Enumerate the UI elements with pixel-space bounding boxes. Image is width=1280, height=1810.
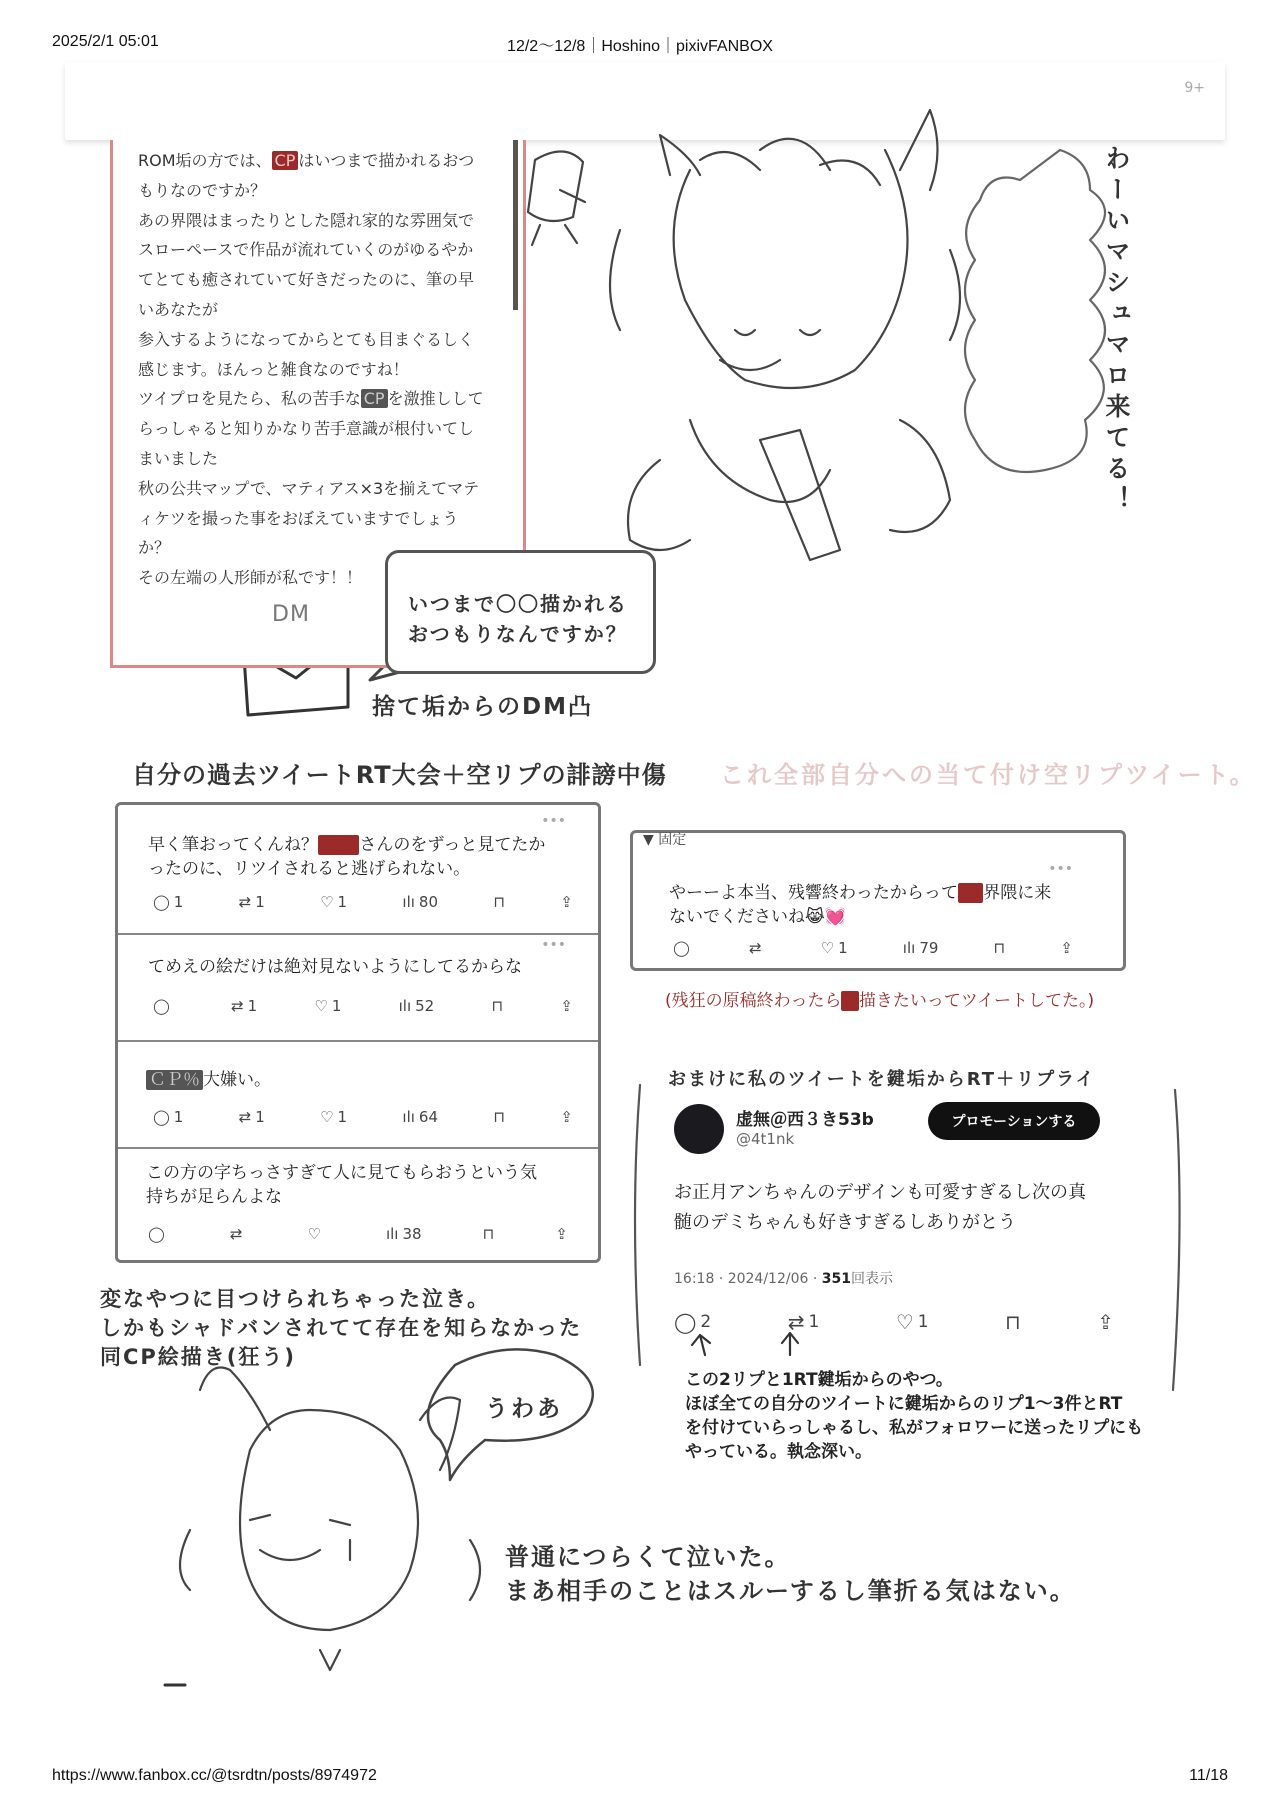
views-button[interactable]: ılı 64 [402, 1108, 439, 1126]
reply-icon: ◯ [674, 1310, 697, 1334]
bookmark-button[interactable] [483, 1225, 495, 1243]
tweet-2-actions [153, 997, 573, 1015]
marshmallow-doodle [528, 151, 585, 245]
bookmark-icon: ⊓ [493, 1108, 506, 1126]
dm-line [138, 295, 498, 325]
retweet-button[interactable]: ⇄ 1 [231, 997, 258, 1015]
bonus-title: おまけに私のツイートを鍵垢からRT＋リプライ [668, 1069, 1096, 1090]
bonus-tweet[interactable] [650, 1090, 1170, 1360]
left-tweets-box [115, 802, 601, 1263]
bubble-uwaa-text: うわあ [485, 1396, 563, 1422]
bookmark-icon: ⊓ [1005, 1310, 1021, 1334]
views-button[interactable]: ılı 52 [398, 997, 435, 1015]
dm-text-segment: ィケツを撮った事をおぼえていますでしょう [138, 508, 459, 528]
redacted-tag: CP [361, 389, 388, 408]
tweet-3[interactable] [118, 1040, 598, 1149]
reply-icon: ◯ [148, 1225, 165, 1243]
share-button[interactable] [555, 1225, 568, 1243]
tweet-2[interactable] [118, 933, 598, 1042]
reply-button[interactable] [673, 939, 694, 957]
dm-text-segment: を激推しして [387, 389, 484, 409]
bar-chart-icon: ılı [402, 893, 415, 911]
speech-bubble-line1: いつまで〇〇描かれる [408, 592, 628, 616]
dm-text-segment: ツイプロを見たら、私の苦手な [138, 389, 361, 409]
dm-text-segment: か？ [138, 538, 171, 558]
dm-text-segment: ROM垢の方では、 [138, 151, 272, 170]
bookmark-icon: ⊓ [993, 939, 1006, 957]
dm-line [138, 444, 498, 474]
like-button[interactable] [307, 1225, 324, 1243]
dm-text-segment: はいつまで描かれるおつ [298, 151, 475, 170]
dm-line [138, 325, 498, 355]
bar-chart-icon: ılı [902, 939, 916, 957]
pinned-tweet-text: やーーよ本当、残響終わったからって 界隈に来 ないでくださいね😹💓 [669, 883, 1052, 927]
pinned-note: (残狂の原稿終わったら 描きたいってツイートしてた。) [665, 991, 1095, 1011]
pinned-tweet-actions [673, 939, 1073, 957]
promote-button[interactable]: プロモーションする [928, 1102, 1100, 1140]
share-icon: ⇪ [560, 893, 573, 911]
dm-text-segment: てとても癒されていて好きだったのに、筆の早 [138, 270, 475, 290]
bonus-display-name[interactable]: 虚無＠西３き53b [736, 1110, 874, 1130]
reply-button[interactable] [148, 1225, 169, 1243]
heart-icon: ♡ [307, 1225, 321, 1243]
retweet-icon: ⇄ [231, 997, 244, 1015]
heart-icon: ♡ [820, 939, 835, 957]
cat-character-bottom [180, 1368, 480, 1671]
speech-bubble-dm [385, 550, 656, 674]
bonus-handle[interactable]: @4t1nk [736, 1130, 795, 1148]
reply-button[interactable]: ◯ 2 [674, 1310, 712, 1334]
dm-text-segment: 感じます。ほんっと雑食なのですね！ [138, 359, 409, 379]
bookmark-button[interactable] [491, 997, 503, 1015]
pinned-tweet[interactable] [630, 830, 1126, 971]
section-note: これ全部自分への当て付け空リプツイート。 [720, 761, 1257, 789]
like-button[interactable]: ♡ 1 [314, 997, 342, 1015]
dm-line [138, 355, 498, 385]
retweet-icon: ⇄ [748, 939, 762, 957]
share-icon: ⇪ [560, 997, 573, 1015]
views-button[interactable]: ılı 79 [902, 939, 939, 957]
share-icon: ⇪ [555, 1225, 568, 1243]
retweet-button[interactable]: ⇄ 1 [238, 1108, 265, 1126]
tweet-4-actions [148, 1225, 568, 1243]
cloud-bubble-vertical [965, 150, 1105, 472]
reply-button[interactable]: ◯ 1 [153, 1108, 184, 1126]
bookmark-button[interactable] [994, 939, 1006, 957]
heart-icon: ♡ [895, 1310, 914, 1334]
dm-label: DM [272, 602, 310, 627]
like-button[interactable]: ♡ 1 [320, 1108, 348, 1126]
retweet-button[interactable]: ⇄ 1 [787, 1310, 820, 1334]
dm-text-segment: まいました [138, 448, 219, 468]
bookmark-icon: ⊓ [482, 1225, 495, 1243]
bonus-tweet-meta: 16:18 · 2024/12/06 · 351回表示 [674, 1271, 893, 1287]
scrollbar[interactable] [513, 140, 518, 310]
heart-icon: ♡ [314, 997, 328, 1015]
bonus-tweet-text: お正月アンちゃんのデザインも可愛すぎるし次の真 髄のデミちゃんも好きすぎるしありがとう [674, 1182, 1087, 1233]
bonus-note: この2リプと1RT鍵垢からのやつ。 ほぼ全ての自分のツイートに鍵垢からのリプ1〜3件とRT を付けていらっしゃるし、私がフォロワーに送ったリプにも やっている。執念深い。 [685, 1370, 1144, 1462]
retweet-button[interactable] [749, 939, 766, 957]
dm-text-segment: いあなたが [138, 299, 219, 319]
notification-badge[interactable]: 9+ [1184, 80, 1205, 96]
tweet-3-text: ＣＰ％ 大嫌い。 [146, 1068, 271, 1092]
tweet-2-text: てめえの絵だけは絶対見ないようにしてるからな [148, 957, 522, 977]
dm-text-segment: 参入するようになってからとても目まぐるしく [138, 329, 475, 349]
dm-text-segment: らっしゃると知りかなり苦手意識が根付いてし [138, 419, 475, 439]
bookmark-icon: ⊓ [493, 893, 506, 911]
retweet-button[interactable]: ⇄ 1 [238, 893, 265, 911]
share-icon: ⇪ [560, 1108, 573, 1126]
dm-text-segment: もりなのですか？ [138, 180, 267, 200]
share-button[interactable] [1060, 939, 1073, 957]
dm-text-segment: 秋の公共マップで、マティアス×3を揃えてマテ [138, 478, 480, 498]
final-caption: 普通につらくて泣いた。 まあ相手のことはスルーするし筆折る気はない。 [505, 1543, 1076, 1605]
dm-line [138, 176, 498, 206]
bookmark-button[interactable] [493, 1108, 505, 1126]
retweet-icon: ⇄ [238, 893, 252, 911]
reply-icon: ◯ [673, 939, 690, 957]
pin-icon: ▼ [643, 832, 654, 848]
bar-chart-icon: ılı [385, 1225, 399, 1243]
tweet-4-text: この方の字ちっさすぎて人に見てもらおうという気 持ちが足らんよな [146, 1163, 537, 1207]
share-icon: ⇪ [1060, 939, 1073, 957]
dm-message-text [138, 146, 498, 593]
share-icon: ⇪ [1097, 1310, 1114, 1334]
bookmark-icon: ⊓ [491, 997, 504, 1015]
dm-line [138, 206, 498, 236]
more-icon[interactable]: ••• [541, 937, 566, 953]
vertical-bubble-text: わーいマシュマロ来てる！ [1102, 145, 1131, 517]
reply-icon: ◯ [153, 893, 170, 911]
dm-text-segment: その左端の人形師が私です！！ [138, 568, 363, 588]
bar-chart-icon: ılı [398, 997, 412, 1015]
dm-line [138, 474, 498, 504]
left-caption: 変なやつに目つけられちゃった泣き。 しかもシャドバンされてて存在を知らなかった 同CP絵描き(狂う) [100, 1287, 583, 1369]
print-url[interactable]: https://www.fanbox.cc/@tsrdtn/posts/8974972 [52, 1767, 377, 1784]
dm-line [138, 414, 498, 444]
print-page-number: 11/18 [1189, 1767, 1228, 1784]
section-title: 自分の過去ツイートRT大会＋空リプの誹謗中傷 [132, 761, 667, 789]
tweet-1-text: 早く筆おってくんね？ さんのをずっと見てたか ったのに、リツイされると逃げられない。 [148, 835, 546, 879]
caption-dm: 捨て垢からのDM凸 [372, 694, 593, 720]
tweet-1[interactable] [118, 805, 598, 935]
speech-bubble-line2: おつもりなんですか？ [408, 622, 628, 646]
print-page-title: 12/2～12/8｜Hoshino｜pixivFANBOX [507, 38, 773, 55]
redacted-tag: CP [272, 151, 299, 170]
reply-button[interactable] [153, 997, 174, 1015]
dm-line [138, 384, 498, 414]
share-button[interactable] [560, 997, 573, 1015]
views-button[interactable]: ılı 80 [402, 893, 439, 911]
cat-character-top [610, 110, 960, 560]
share-button[interactable] [1097, 1310, 1114, 1334]
bar-chart-icon: ılı [402, 1108, 415, 1126]
tweet-3-actions [153, 1108, 573, 1126]
views-button[interactable]: ılı 38 [385, 1225, 422, 1243]
heart-icon: ♡ [320, 1108, 334, 1126]
reply-button[interactable]: ◯ 1 [153, 893, 184, 911]
dm-text-segment: スローペースで作品が流れていくのがゆるやか [138, 240, 474, 260]
dm-line [138, 146, 498, 176]
share-button[interactable] [560, 1108, 573, 1126]
retweet-icon: ⇄ [229, 1225, 243, 1243]
like-button[interactable]: ♡ 1 [320, 893, 348, 911]
retweet-icon: ⇄ [787, 1310, 805, 1334]
reply-icon: ◯ [153, 997, 170, 1015]
dm-line [138, 235, 498, 265]
heart-icon: ♡ [320, 893, 334, 911]
print-datetime: 2025/2/1 05:01 [52, 33, 159, 50]
retweet-button[interactable] [230, 1225, 247, 1243]
more-icon[interactable]: ••• [1048, 861, 1073, 877]
dm-text-segment: あの界隈はまったりとした隠れ家的な雰囲気で [138, 210, 475, 230]
dm-line [138, 504, 498, 534]
retweet-icon: ⇄ [238, 1108, 252, 1126]
like-button[interactable]: ♡ 1 [895, 1310, 929, 1334]
tweet-4[interactable] [118, 1147, 598, 1257]
more-icon[interactable]: ••• [541, 813, 566, 829]
avatar[interactable] [674, 1104, 724, 1154]
dm-line [138, 265, 498, 295]
like-button[interactable]: ♡ 1 [820, 939, 848, 957]
pinned-label: ▼ 固定 [643, 832, 687, 848]
bookmark-button[interactable] [1005, 1310, 1021, 1334]
bonus-tweet-actions [674, 1310, 1114, 1334]
tweet-1-actions [153, 893, 573, 911]
reply-icon: ◯ [153, 1108, 170, 1126]
bookmark-button[interactable] [493, 893, 505, 911]
share-button[interactable] [560, 893, 573, 911]
